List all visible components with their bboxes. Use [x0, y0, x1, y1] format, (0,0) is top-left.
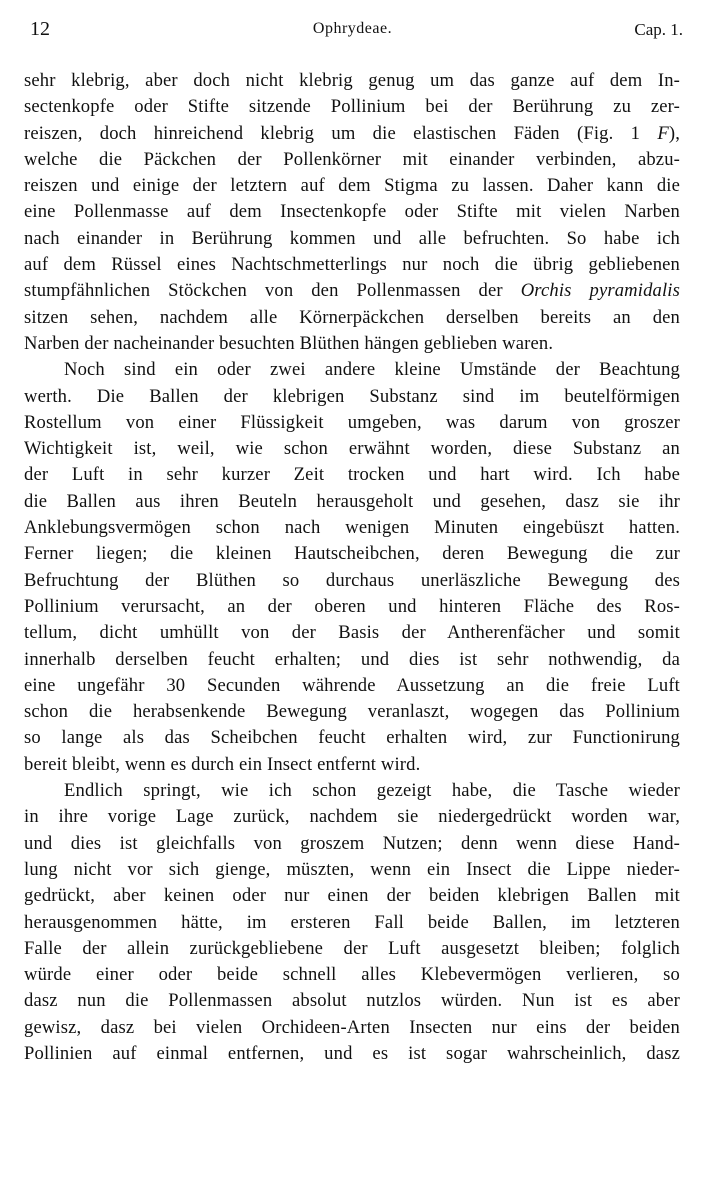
text-line: auf dem Rüssel eines Nachtschmetterlings nur noch die übrig gebliebenen — [24, 254, 680, 276]
text-line: so lange als das Scheibchen feucht erhalten wird, zur Functionirung — [24, 727, 680, 749]
text-line: innerhalb derselben feucht erhalten; und dies ist sehr nothwendig, da — [24, 648, 680, 670]
text-line: eine Pollenmasse auf dem Insectenkopfe oder Stifte mit vielen Narben — [24, 201, 680, 223]
text-line: tellum, dicht umhüllt von der Basis der Antherenfächer und somit — [24, 622, 680, 644]
text-line: Pollinien auf einmal entfernen, und es ist sogar wahrscheinlich, dasz — [24, 1042, 680, 1064]
species-name: Orchis pyramidalis — [520, 280, 680, 302]
text-line: nach einander in Berührung kommen und alle befruchten. So habe ich — [24, 227, 680, 249]
text-line: Rostellum von einer Flüssigkeit umgeben, was darum von groszer — [24, 411, 680, 433]
text-line: eine ungefähr 30 Secunden währende Aussetzung an die freie Luft — [24, 674, 680, 696]
text-line: Befruchtung der Blüthen so durchaus unerläszliche Bewegung des — [24, 569, 680, 591]
text-fragment: stumpfähnlichen Stöckchen von den Pollenmassen der — [24, 280, 521, 302]
text-line: dasz nun die Pollenmassen absolut nutzlos würden. Nun ist es aber — [24, 990, 680, 1012]
text-line: sectenkopfe oder Stifte sitzende Pollinium bei der Berührung zu zer- — [24, 96, 680, 118]
text-line: lung nicht vor sich gienge, müszten, wenn ein Insect die Lippe nieder- — [24, 858, 680, 880]
text-line: Narben der nacheinander besuchten Blüthen hängen geblieben waren. — [24, 332, 554, 354]
paragraph-start: Noch sind ein oder zwei andere kleine Umstände der Beachtung — [64, 359, 680, 381]
text-line: in ihre vorige Lage zurück, nachdem sie niedergedrückt worden war, — [24, 806, 680, 828]
page-number: 12 — [30, 18, 50, 40]
text-line: die Ballen aus ihren Beuteln herausgeholt und gesehen, dasz sie ihr — [24, 490, 680, 512]
text-line: reiszen und einige der letztern auf dem Stigma zu lassen. Daher kann die — [24, 175, 680, 197]
text-line: gewisz, dasz bei vielen Orchideen-Arten Insecten nur eins der beiden — [24, 1016, 680, 1038]
text-line: sitzen sehen, nachdem alle Körnerpäckchen derselben bereits an den — [24, 306, 680, 328]
text-line: der Luft in sehr kurzer Zeit trocken und hart wird. Ich habe — [24, 464, 680, 486]
text-line-species — [24, 278, 680, 304]
text-line: sehr klebrig, aber doch nicht klebrig genug um das ganze auf dem In- — [24, 70, 680, 91]
figure-letter: F — [657, 122, 669, 144]
text-line: werth. Die Ballen der klebrigen Substanz sind im beutelförmigen — [24, 385, 680, 407]
text-line: welche die Päckchen der Pollenkörner mit einander verbinden, abzu- — [24, 148, 680, 170]
text-line: Ferner liegen; die kleinen Hautscheibchen, deren Bewegung die zur — [24, 543, 680, 565]
text-fragment: ), — [668, 122, 680, 144]
text-line: Wichtigkeit ist, weil, wie schon erwähnt worden, diese Substanz an — [24, 438, 680, 460]
page-header — [22, 18, 683, 44]
text-line: und dies ist gleichfalls von groszem Nutzen; denn wenn diese Hand- — [24, 832, 680, 854]
text-line: schon die herabsenkende Bewegung veranlaszt, wogegen das Pollinium — [24, 701, 680, 723]
text-line-fig-ref — [24, 121, 680, 147]
chapter-label: Cap. 1. — [634, 20, 683, 39]
text-line: würde einer oder beide schnell alles Klebevermögen verlieren, so — [24, 964, 680, 986]
text-line: Falle der allein zurückgebliebene der Luft ausgesetzt bleiben; folglich — [24, 937, 680, 959]
running-title: Ophrydeae. — [312, 20, 393, 37]
text-line: Pollinium verursacht, an der oberen und hinteren Fläche des Ros- — [24, 595, 680, 617]
text-line: gedrückt, aber keinen oder nur einen der beiden klebrigen Ballen mit — [24, 885, 680, 907]
paragraph-start: Endlich springt, wie ich schon gezeigt habe, die Tasche wieder — [64, 780, 680, 802]
text-line: herausgenommen hätte, im ersteren Fall beide Ballen, im letzteren — [24, 911, 680, 933]
text-fragment: reiszen, doch hinreichend klebrig um die elastischen Fäden (Fig. 1 — [24, 122, 658, 144]
body-text — [24, 68, 680, 1067]
text-line: bereit bleibt, wenn es durch ein Insect entfernt wird. — [24, 753, 421, 775]
text-line: Anklebungsvermögen schon nach wenigen Minuten eingebüszt hatten. — [24, 517, 680, 539]
